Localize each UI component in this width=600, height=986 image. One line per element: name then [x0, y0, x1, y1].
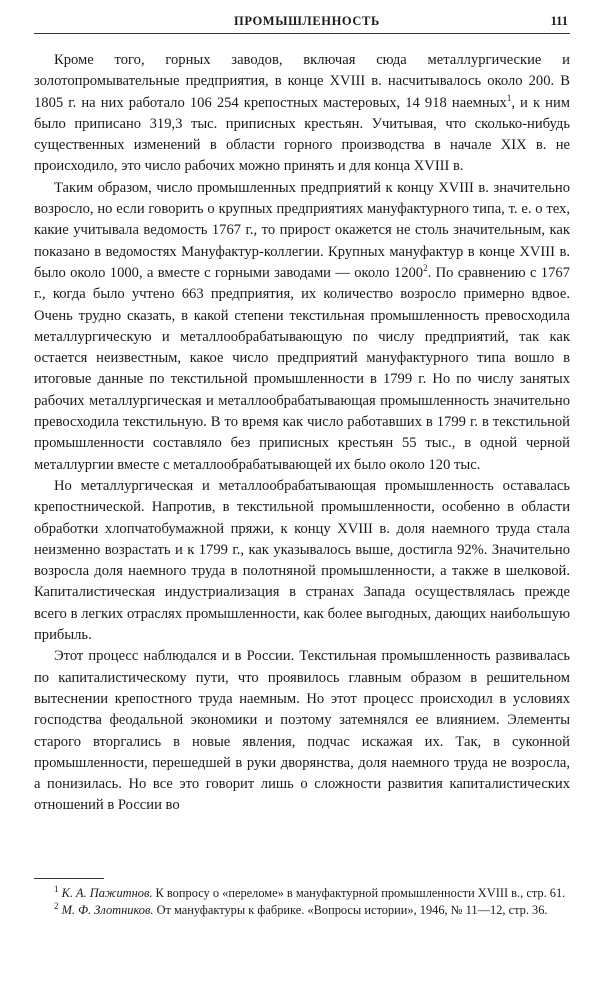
- footnote-1: [34, 885, 570, 902]
- text-segment: Этот процесс наблюдался и в России. Текстильная промышленность развивалась по капиталистическому пути, что проявилось главным образом в решительном вытеснении крепостного труда наемным. Но этот процесс происходил в условиях господства феодальной экономики и поэтому затемнялся ее влиянием. Элементы старого вторгались в новые явления, подчас искажая их. Так, в суконной промышленности, перешедшей в руки дворянства, доля наемного труда не возросла, а понизилась. Но все это говорит лишь о сложности развития капиталистических отношений в России во: [34, 648, 570, 814]
- footnote-author: М. Ф. Злотников.: [61, 903, 154, 917]
- footnote-ref-1: 1: [506, 92, 512, 103]
- footnote-number: 2: [54, 900, 59, 911]
- text-segment: , и к ним было приписано 319,3 тыс. приписных крестьян. Учитывая, что сколько-нибудь существенных изменений в области горного производства в начале XIX в. не происходило, это число рабочих можно принять и для конца XVIII в.: [34, 94, 570, 175]
- footnote-author: К. А. Пажитнов.: [61, 886, 153, 900]
- paragraph-1: [34, 50, 570, 178]
- footnote-number: 1: [54, 883, 59, 894]
- footnotes: [34, 878, 570, 919]
- body-text: [34, 50, 570, 817]
- text-segment: . По сравнению с 1767 г., когда было учтено 663 предприятия, их количество возросло примерно вдвое. Очень трудно сказать, в какой степени текстильная промышленность превосходила металлургическую и металлообрабатывающую по числу предприятий, так как остается неизвестным, какое число предприятий мануфактурного типа вошло в итоговые данные по текстильной промышленности в 1799 г. Но по числу занятых рабочих металлургическая и металлообрабатывающая промышленность значительно превосходила текстильную. В то время как число работавших в 1799 г. в текстильной промышленности составляло без приписных крестьян 55 тыс., в одной черной металлургии вместе с металлообрабатывающей их было около 120 тыс.: [34, 264, 570, 473]
- page-number: 111: [550, 14, 568, 28]
- text-segment: Таким образом, число промышленных предприятий к концу XVIII в. значительно возросло, но если говорить о крупных предприятиях мануфактурного типа, т. е. о тех, какие учитывала ведомость 1767 г., то прирост окажется не столь значительным, как показано в ведомостях Мануфактур-коллегии. Крупных мануфактур в конце XVIII в. было около 1000, а вместе с горными заводами — около 1200: [34, 179, 570, 281]
- footnote-text: От мануфактуры к фабрике. «Вопросы истории», 1946, № 11—12, стр. 36.: [156, 903, 548, 917]
- running-head: ПРОМЫШЛЕННОСТЬ: [234, 14, 380, 28]
- footnote-2: [34, 902, 570, 919]
- footnote-ref-2: 2: [423, 263, 428, 274]
- page-header: [34, 14, 570, 34]
- paragraph-3: [34, 476, 570, 646]
- text-segment: Но металлургическая и металлообрабатывающая промышленность оставалась крепостнической. Напротив, в текстильной промышленности, особенно в области обработки хлопчатобумажной пряжи, к концу XVIII в. доля наемного труда стала неизменно возрастать и к 1799 г., как указывалось выше, достигла 92%. Значительно возросла доля наемного труда в полотняной промышленности, а также в шелковой. Капиталистическая индустриализация в странах Запада осуществлялась прежде всего в легких отраслях промышленности, как более выгодных, дающих наибольшую прибыль.: [34, 477, 570, 644]
- paragraph-2: [34, 178, 570, 476]
- paragraph-4: [34, 646, 570, 816]
- footnote-rule: [34, 878, 104, 879]
- text-segment: Кроме того, горных заводов, включая сюда металлургические и золотопромывательные предприятия, в конце XVIII в. насчитывалось около 200. В 1805 г. на них работало 106 254 крепостных мастеровых, 14 918 наемных: [34, 52, 570, 111]
- footnote-text: К вопросу о «переломе» в мануфактурной промышленности XVIII в., стр. 61.: [155, 886, 566, 900]
